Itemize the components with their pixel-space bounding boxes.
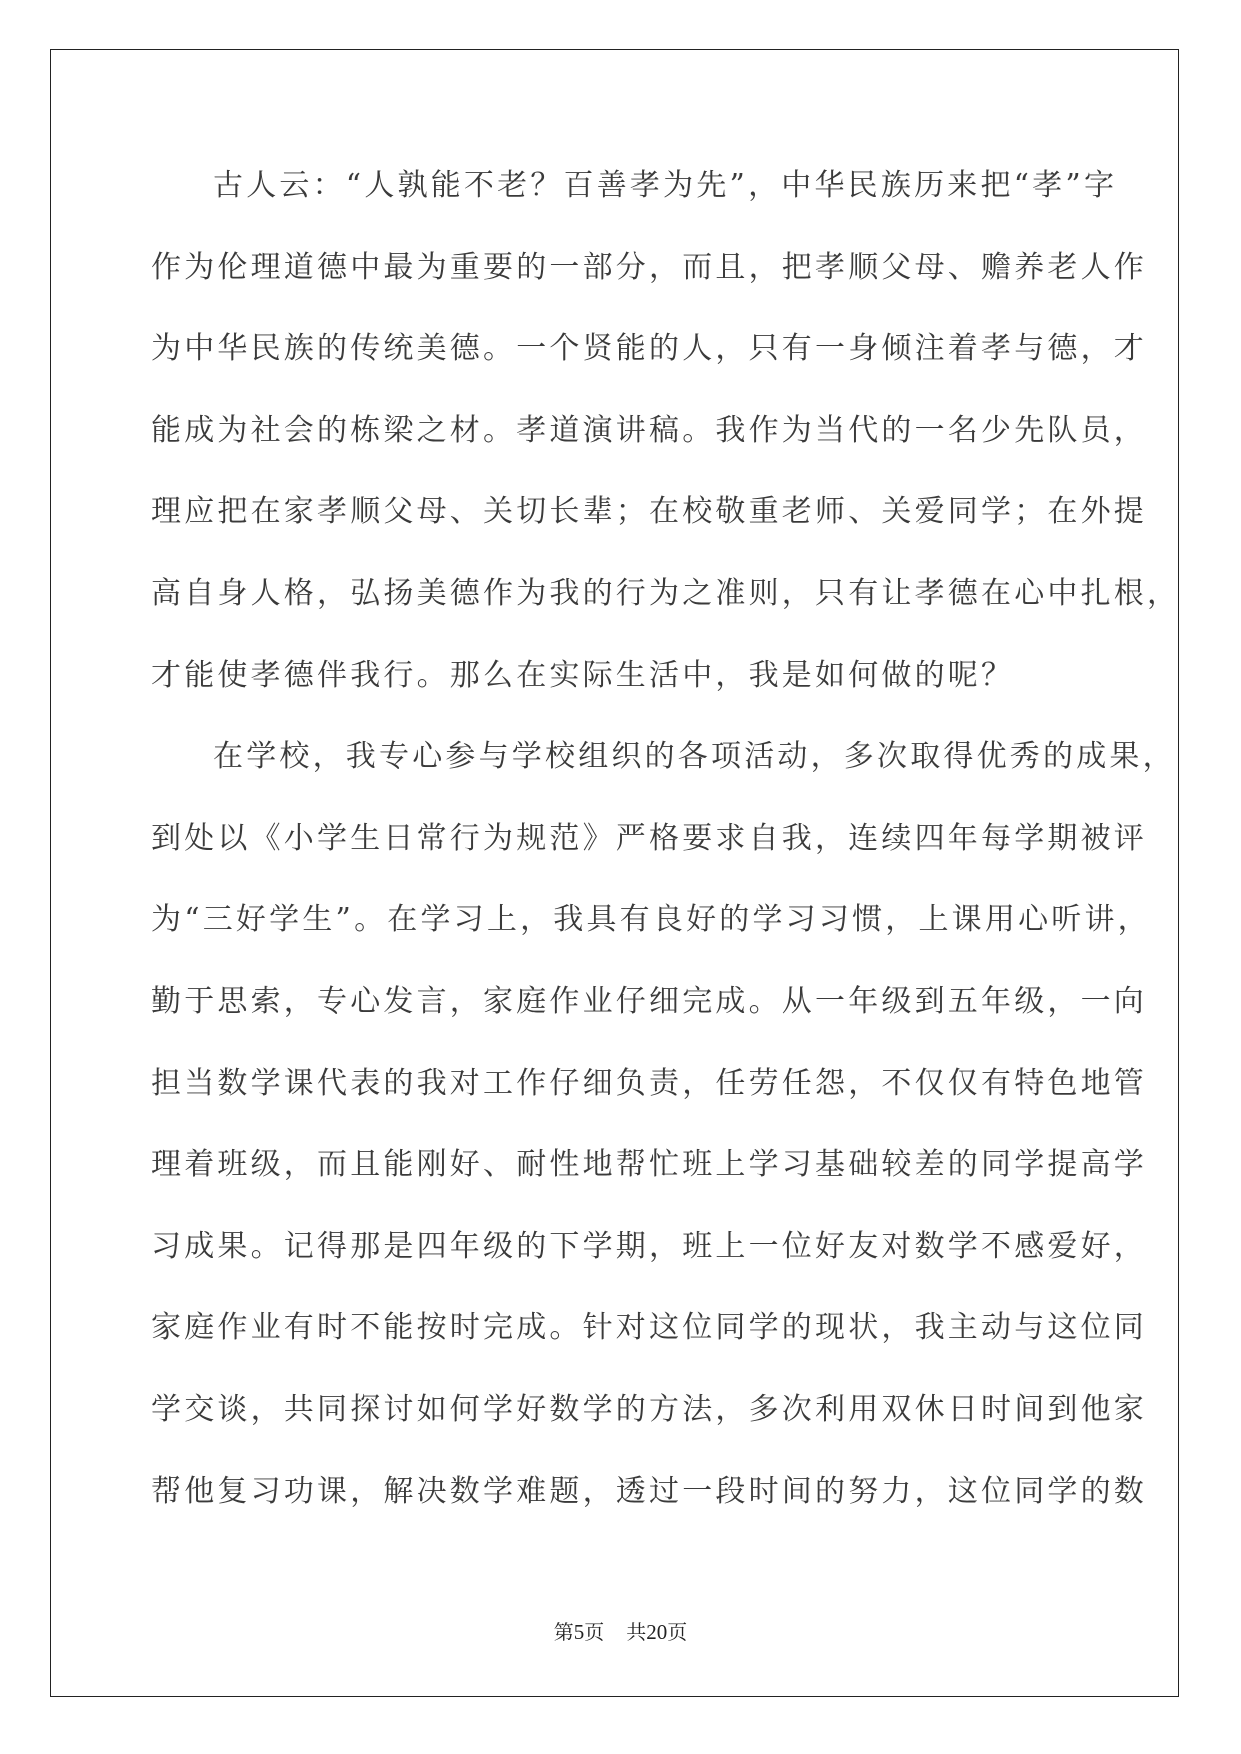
paragraph-2-line-6: 理着班级，而且能刚好、耐性地帮忙班上学习基础较差的同学提高学 [151,1147,1147,1183]
total-pages: 20 [646,1620,668,1644]
paragraph-2-line-7: 习成果。记得那是四年级的下学期，班上一位好友对数学不感爱好， [151,1228,1147,1264]
total-prefix: 共 [626,1620,647,1644]
page-footer [0,1616,1241,1645]
paragraph-1-line-2: 作为伦理道德中最为重要的一部分，而且，把孝顺父母、赡养老人作 [151,249,1147,285]
page-prefix: 第 [553,1620,574,1644]
paragraph-2-line-2: 到处以《小学生日常行为规范》严格要求自我，连续四年每学期被评 [151,820,1147,856]
total-suffix: 页 [667,1620,688,1644]
paragraph-1-line-5: 理应把在家孝顺父母、关切长辈；在校敬重老师、关爱同学；在外提 [151,494,1147,530]
paragraph-1-line-1: 古人云：“人孰能不老？百善孝为先”，中华民族历来把“孝”字 [213,168,1118,203]
page-suffix: 页 [584,1620,605,1644]
paragraph-2-line-4: 勤于思索，专心发言，家庭作业仔细完成。从一年级到五年级，一向 [151,983,1147,1019]
paragraph-2-line-10: 帮他复习功课，解决数学难题，透过一段时间的努力，这位同学的数 [151,1473,1147,1509]
paragraph-2-line-3: 为“三好学生”。在学习上，我具有良好的学习习惯，上课用心听讲， [151,902,1151,938]
paragraph-2-line-9: 学交谈，共同探讨如何学好数学的方法，多次利用双休日时间到他家 [151,1391,1147,1427]
document-body [151,162,1181,1549]
paragraph-1-line-3: 为中华民族的传统美德。一个贤能的人，只有一身倾注着孝与德，才 [151,331,1147,367]
paragraph-1-line-7: 才能使孝德伴我行。那么在实际生活中，我是如何做的呢？ [151,657,1015,693]
paragraph-2-line-8: 家庭作业有时不能按时完成。针对这位同学的现状，我主动与这位同 [151,1310,1147,1346]
page-number: 5 [573,1620,585,1644]
paragraph-2-line-1: 在学校，我专心参与学校组织的各项活动，多次取得优秀的成果， [213,739,1176,775]
paragraph-1-line-4: 能成为社会的栋梁之材。孝道演讲稿。我作为当代的一名少先队员， [151,412,1147,448]
paragraph-1-line-6: 高自身人格，弘扬美德作为我的行为之准则，只有让孝德在心中扎根， [151,575,1181,611]
paragraph-2-line-5: 担当数学课代表的我对工作仔细负责，任劳任怨，不仅仅有特色地管 [151,1065,1147,1101]
